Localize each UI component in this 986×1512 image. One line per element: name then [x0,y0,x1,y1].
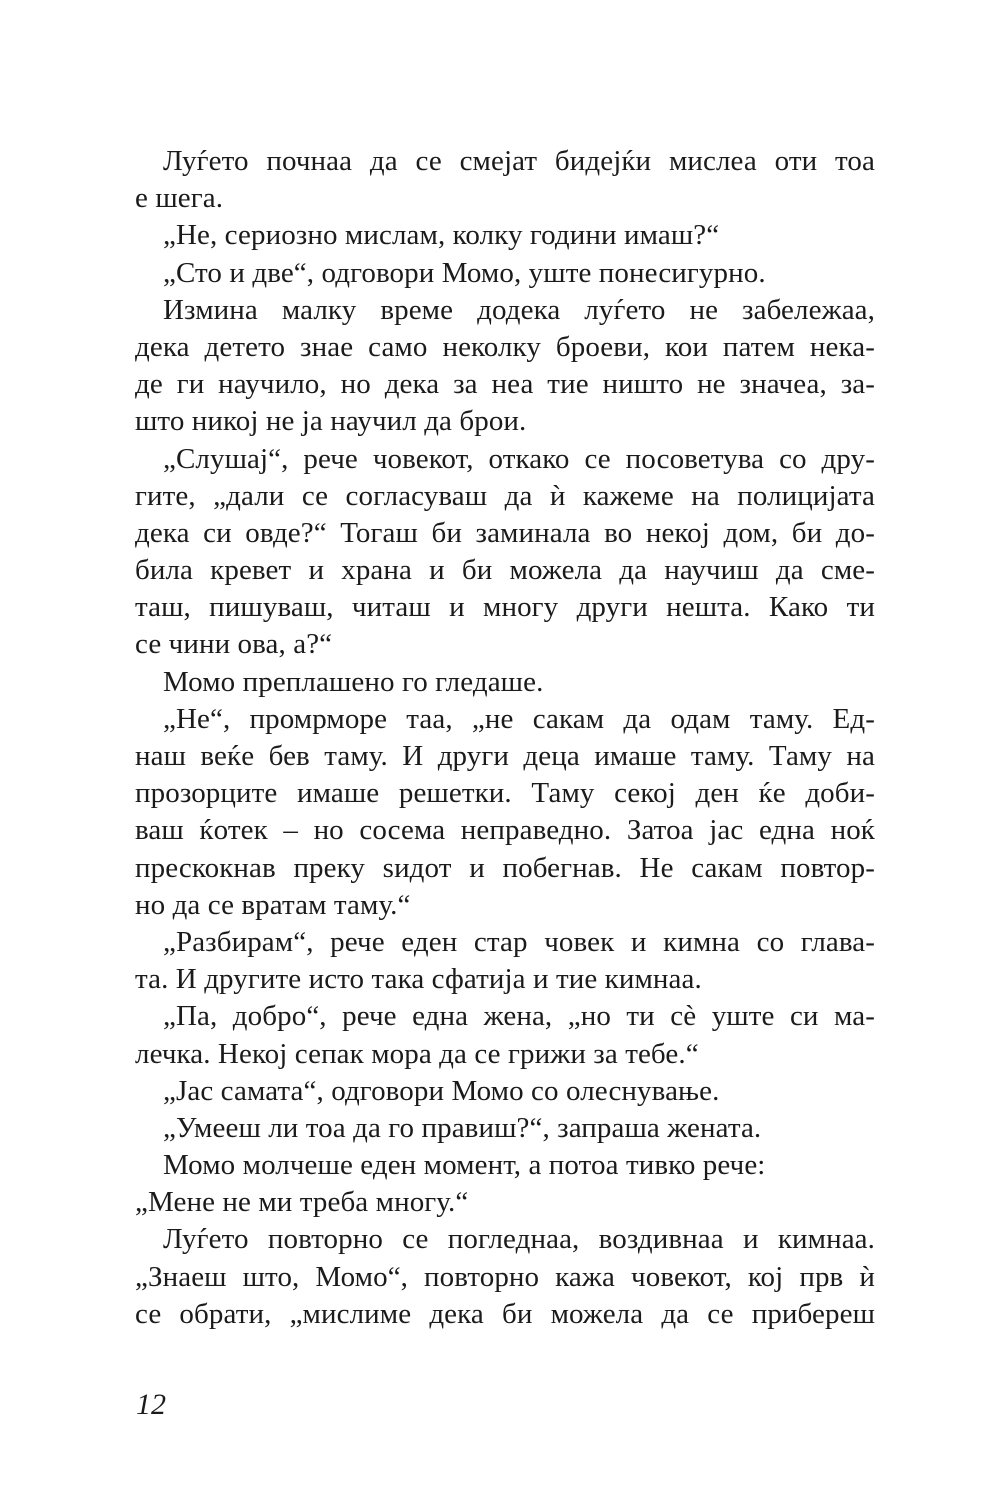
text-line: е шега. [135,182,224,215]
text-line: прескокнав преку ѕидот и побегнав. Не сакам повтор- [135,851,875,884]
text-line: ваш ќотек – но сосема неправедно. Затоа јас една ноќ [135,814,875,847]
page-number: 12 [136,1388,166,1421]
text-line: била кревет и храна и би можела да научиш да сме- [135,554,875,587]
text-line: де ги научило, но дека за неа тие ништо не значеа, за- [135,368,875,401]
text-line: наш веќе бев таму. И други деца имаше таму. Таму на [135,740,875,772]
text-line: лечка. Некој сепак мора да се грижи за тебе.“ [135,1037,699,1070]
body-text [135,143,875,1333]
text-line: дека си овде?“ Тогаш би заминала во некој дом, би до- [135,516,875,549]
text-line: Момо преплашено го гледаше. [163,665,544,698]
text-line: Луѓето повторно се погледнаа, воздивнаа и кимнаа. [163,1223,875,1256]
text-line: „Јас самата“, одговори Момо со олеснување. [163,1074,720,1107]
text-line: Измина малку време додека луѓето не забележаа, [163,293,875,326]
text-line: „Сто и две“, одговори Момо, уште понесигурно. [163,256,766,289]
text-line: се чини ова, а?“ [135,628,333,661]
text-line: „Разбирам“, рече еден стар човек и кимна со глава- [163,925,875,958]
text-line: „Не, сериозно мислам, колку години имаш?“ [163,219,720,252]
text-line: „Умееш ли тоа да го правиш?“, запраша жената. [163,1111,762,1144]
text-line: „Не“, промрморе таа, „не сакам да одам таму. Ед- [163,702,875,735]
text-line: се обрати, „мислиме дека би можела да се прибереш [135,1297,875,1330]
text-line: гите, „дали се согласуваш да ѝ кажеме на полицијата [135,479,875,512]
text-line: „Мене не ми треба многу.“ [135,1186,469,1219]
text-line: што никој не ја научил да брои. [135,405,527,438]
text-line: „Слушај“, рече човекот, откако се посоветува со дру- [163,442,875,475]
text-line: „Па, добро“, рече една жена, „но ти сѐ уште си ма- [163,1000,875,1033]
text-line: прозорците имаше решетки. Таму секој ден ќе доби- [135,777,875,810]
text-line: Момо молчеше еден момент, а потоа тивко рече: [163,1149,766,1182]
text-line: но да се вратам таму.“ [135,888,411,921]
text-line: „Знаеш што, Момо“, повторно кажа човекот, кој прв ѝ [135,1260,875,1293]
text-line: дека детето знае само неколку броеви, кои патем нека- [135,330,875,363]
text-line: таш, пишуваш, читаш и многу други нешта. Како ти [135,591,875,624]
text-line: та. И другите исто така сфатија и тие кимнаа. [135,963,702,996]
text-line: Луѓето почнаа да се смејат бидејќи мислеа оти тоа [163,145,875,177]
